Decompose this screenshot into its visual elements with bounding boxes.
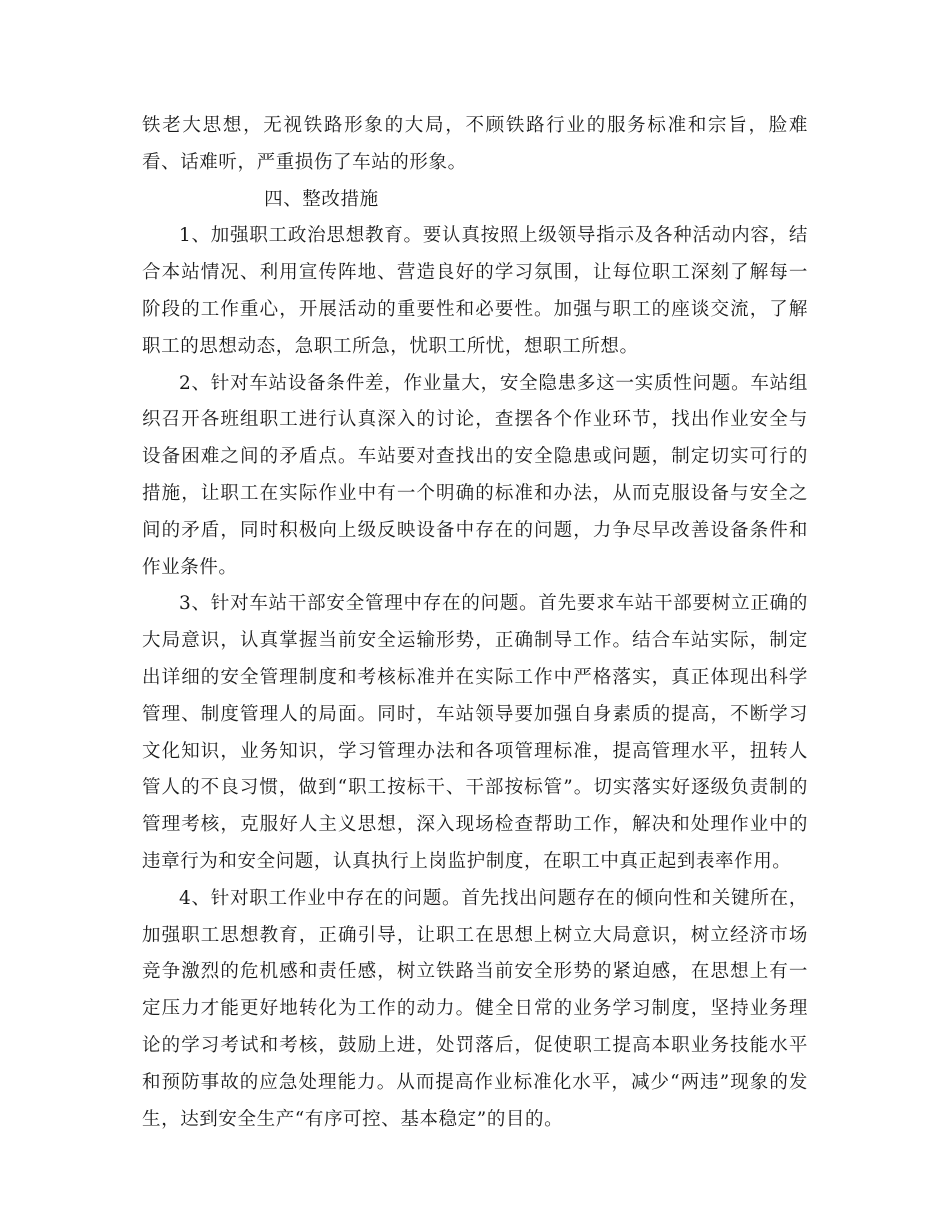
measure-paragraph-1: 1、加强职工政治思想教育。要认真按照上级领导指示及各种活动内容，结合本站情况、利用宣传阵地、营造良好的学习氛围，让每位职工深刻了解每一阶段的工作重心，开展活动的重要性和必要性。加强与职工的座谈交流，了解职工的思想动态，急职工所急，忧职工所忧，想职工所想。 bbox=[142, 225, 808, 357]
measure-paragraph-4: 4、针对职工作业中存在的问题。首先找出问题存在的倾向性和关键所在，加强职工思想教育，正确引导，让职工在思想上树立大局意识，树立经济市场竞争激烈的危机感和责任感，树立铁路当前安全形势的紧迫感，在思想上有一定压力才能更好地转化为工作的动力。健全日常的业务学习制度，坚持业务理论的学习考试和考核，鼓励上进，处罚落后，促使职工提高本职业务技能水平和预防事故的应急处理能力。从而提高作业标准化水平，减少“两违”现象的发生，达到安全生产“有序可控、基本稳定”的目的。 bbox=[142, 887, 808, 1130]
measure-paragraph-2: 2、针对车站设备条件差，作业量大，安全隐患多这一实质性问题。车站组织召开各班组职工进行认真深入的讨论，查摆各个作业环节，找出作业安全与设备困难之间的矛盾点。车站要对查找出的安全隐患或问题，制定切实可行的措施，让职工在实际作业中有一个明确的标准和办法，从而克服设备与安全之间的矛盾，同时积极向上级反映设备中存在的问题，力争尽早改善设备条件和作业条件。 bbox=[142, 372, 808, 578]
continuation-paragraph: 铁老大思想，无视铁路形象的大局，不顾铁路行业的服务标准和宗旨，脸难看、话难听，严重损伤了车站的形象。 bbox=[142, 115, 808, 173]
measure-paragraph-3: 3、针对车站干部安全管理中存在的问题。首先要求车站干部要树立正确的大局意识，认真掌握当前安全运输形势，正确制导工作。结合车站实际，制定出详细的安全管理制度和考核标准并在实际工作中严格落实，真正体现出科学管理、制度管理人的局面。同时，车站领导要加强自身素质的提高，不断学习文化知识，业务知识，学习管理办法和各项管理标准，提高管理水平，扭转人管人的不良习惯，做到“职工按标干、干部按标管”。切实落实好逐级负责制的管理考核，克服好人主义思想，深入现场检查帮助工作，解决和处理作业中的违章行为和安全问题，认真执行上岗监护制度，在职工中真正起到表率作用。 bbox=[142, 593, 808, 872]
section-heading: 四、整改措施 bbox=[264, 188, 379, 210]
document-body bbox=[142, 108, 808, 1138]
